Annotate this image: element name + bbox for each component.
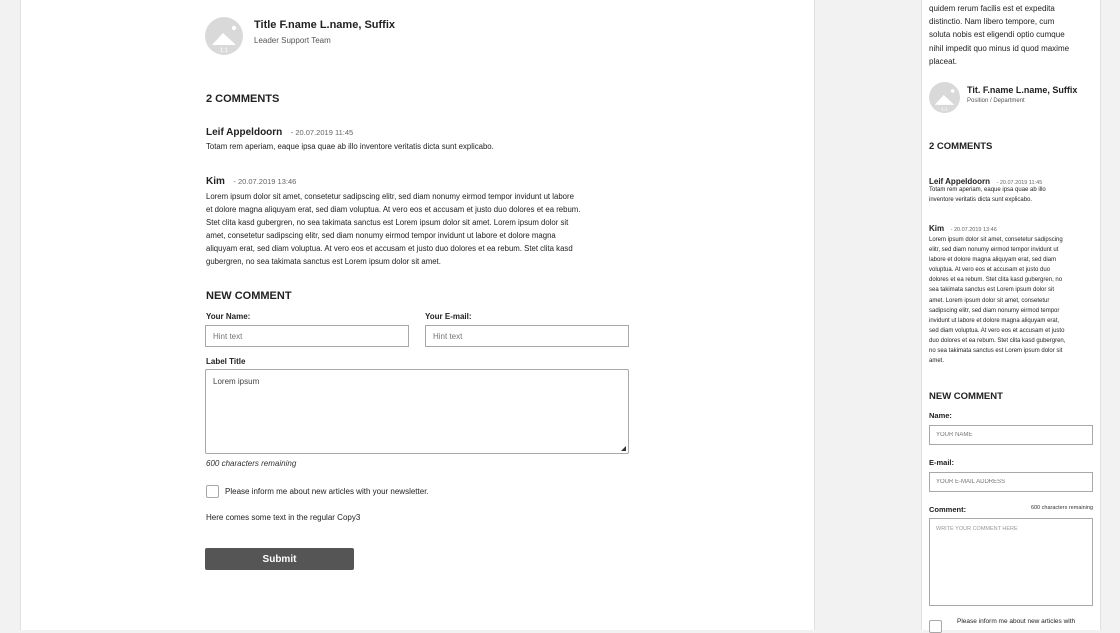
comment-text-line: Totam rem aperiam, eaque ipsa quae ab illo xyxy=(929,187,1046,193)
intro-text-line: soluta nobis est eligendi optio cumque xyxy=(929,30,1065,40)
new-comment-heading: NEW COMMENT xyxy=(929,391,1003,402)
intro-text-line: nihil impedit quo minus id quod maxime xyxy=(929,43,1070,53)
copy3-text: Here comes some text in the regular Copy3 xyxy=(206,513,361,522)
email-label: Your E-mail: xyxy=(425,312,472,321)
comment-text-line: Lorem ipsum dolor sit amet, consetetur sadipscing elitr, sed diam nonumy eirmod tempor invidunt ut labore xyxy=(206,192,574,201)
comment-text xyxy=(929,235,1065,366)
comment-text: Totam rem aperiam, eaque ipsa quae ab illo inventore veritatis dicta sunt explicabo. xyxy=(206,142,494,151)
author-name: Tit. F.name L.name, Suffix xyxy=(967,85,1078,95)
mobile-article-panel xyxy=(921,0,1101,630)
image-placeholder-icon xyxy=(205,17,243,55)
comment-author: Leif Appeldoorn xyxy=(929,177,991,186)
avatar-ratio: 1:1 xyxy=(941,107,948,113)
comment-text-line: sea takimata sanctus est Lorem ipsum dolor sit xyxy=(929,287,1055,294)
comment-text-line: amet. xyxy=(929,358,945,365)
author-team: Leader Support Team xyxy=(254,36,331,45)
comment-textarea[interactable] xyxy=(205,369,629,454)
email-label: E-mail: xyxy=(929,458,955,467)
comment-text-line: sed diam voluptua. At vero eos et accusam et justo xyxy=(929,327,1065,334)
comment-text-line: Stet clita kasd gubergren, no sea takimata sanctus est Lorem ipsum dolor sit amet. Lorem ipsum dolor sit xyxy=(206,218,569,227)
newsletter-label: Please inform me about new articles with xyxy=(957,618,1076,625)
comment-label: Comment: xyxy=(929,505,967,514)
comment-text-line: Lorem ipsum dolor sit amet, consetetur sadipscing xyxy=(929,237,1063,243)
intro-text xyxy=(929,2,1069,68)
comment-author: Kim xyxy=(929,224,945,233)
new-comment-heading: NEW COMMENT xyxy=(206,290,292,302)
comment-text-line: invidunt ut labore et dolore magna aliquyam erat, xyxy=(929,317,1060,324)
resize-handle-icon[interactable] xyxy=(621,446,626,451)
author-avatar xyxy=(929,82,960,113)
comment-text-line: dolores et ea rebum. Stet clita kasd gubergren, no xyxy=(929,277,1063,284)
comment-date: - 20.07.2019 13:46 xyxy=(950,227,997,233)
comment-item xyxy=(929,218,997,236)
desktop-article-panel xyxy=(20,0,815,630)
comment-author: Leif Appeldoorn xyxy=(206,127,283,138)
submit-button[interactable]: Submit xyxy=(205,548,354,570)
comment-textarea-placeholder: WRITE YOUR COMMENT HERE xyxy=(936,526,1018,532)
comment-text-line: aliquyam erat, sed diam voluptua. At vero eos et accusam et justo duo dolores et ea rebum. Stet clita kasd xyxy=(206,244,573,253)
name-input[interactable] xyxy=(929,425,1093,445)
intro-text-line: distinctio. Nam libero tempore, cum xyxy=(929,17,1055,27)
comment-label: Label Title xyxy=(206,357,246,366)
comments-heading: 2 COMMENTS xyxy=(929,141,993,152)
author-avatar xyxy=(205,17,243,55)
comment-date: - 20.07.2019 11:45 xyxy=(290,128,354,137)
author-name: Title F.name L.name, Suffix xyxy=(254,19,395,31)
comment-text-line: sadipscing elitr, sed diam nonumy eirmod tempor xyxy=(929,307,1060,314)
comment-text-line: labore et dolore magna aliquyam erat, sed diam xyxy=(929,257,1057,264)
comment-item xyxy=(206,122,636,140)
name-input[interactable] xyxy=(205,325,409,347)
comment-date: - 20.07.2019 13:46 xyxy=(233,177,297,186)
intro-text-line: quidem rerum facilis est et expedita xyxy=(929,4,1055,13)
comment-text-line: elitr, sed diam nonumy eirmod tempor invidunt ut xyxy=(929,247,1059,254)
comment-text xyxy=(206,190,580,268)
name-label: Your Name: xyxy=(206,312,251,321)
intro-text-line: placeat. xyxy=(929,56,958,66)
comment-author: Kim xyxy=(206,176,225,187)
comment-textarea[interactable] xyxy=(929,518,1093,606)
chars-remaining: 600 characters remaining xyxy=(1030,505,1093,511)
comment-text-line: duo dolores et ea rebum. Stet clita kasd gubergren, xyxy=(929,337,1066,344)
comment-text-line: voluptua. At vero eos et accusam et justo duo xyxy=(929,267,1051,274)
email-input[interactable] xyxy=(929,472,1093,492)
comment-text-line: amet, consetetur sadipscing elitr, sed diam nonumy eirmod tempor invidunt ut labore et dolore magna xyxy=(206,231,556,240)
newsletter-checkbox[interactable] xyxy=(206,485,219,498)
image-placeholder-icon xyxy=(929,82,960,113)
newsletter-label: Please inform me about new articles with your newsletter. xyxy=(225,487,429,496)
comment-text-line: gubergren, no sea takimata sanctus est Lorem ipsum dolor sit amet. xyxy=(206,257,441,266)
email-input[interactable] xyxy=(425,325,629,347)
comment-textarea-value: Lorem ipsum xyxy=(213,377,260,386)
author-position: Position / Department xyxy=(967,98,1025,104)
name-label: Name: xyxy=(929,411,952,420)
comments-heading: 2 COMMENTS xyxy=(206,93,280,105)
comment-text-line: no sea takimata sanctus est Lorem ipsum dolor sit xyxy=(929,348,1063,355)
comment-text xyxy=(929,186,1046,205)
comment-item xyxy=(206,171,636,189)
comment-text-line: et dolore magna aliquyam erat, sed diam voluptua. At vero eos et accusam et justo duo dolores et ea rebum. xyxy=(206,205,581,214)
comment-date: - 20.07.2019 11:45 xyxy=(996,180,1043,186)
newsletter-checkbox[interactable] xyxy=(929,620,942,633)
comment-text-line: inventore veritatis dicta sunt explicabo. xyxy=(929,196,1033,203)
avatar-ratio: 1:1 xyxy=(219,48,229,54)
comment-text-line: amet. Lorem ipsum dolor sit amet, consetetur xyxy=(929,297,1050,304)
chars-remaining: 600 characters remaining xyxy=(206,459,297,468)
